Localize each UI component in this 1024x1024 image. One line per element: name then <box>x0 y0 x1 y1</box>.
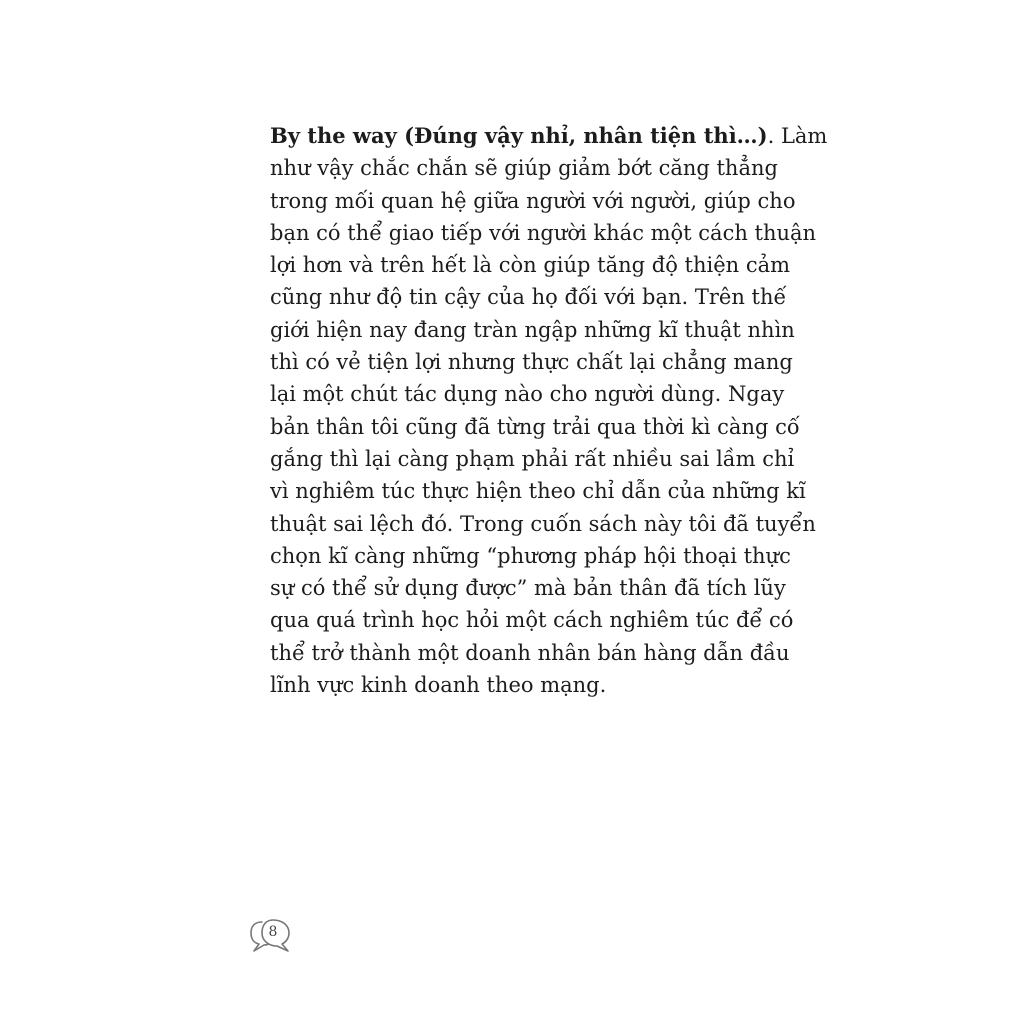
paragraph-line: như vậy chắc chắn sẽ giúp giảm bớt căng thẳng <box>270 156 778 181</box>
body-paragraph <box>270 120 828 701</box>
paragraph-line: cũng như độ tin cậy của họ đối với bạn. Trên thế <box>270 285 787 310</box>
paragraph-line: thể trở thành một doanh nhân bán hàng dẫn đầu <box>270 640 790 665</box>
line-text: . Làm <box>767 124 828 148</box>
paragraph-line: bạn có thể giao tiếp với người khác một cách thuận <box>270 220 817 245</box>
paragraph-line: trong mối quan hệ giữa người với người, giúp cho <box>270 188 796 213</box>
paragraph-line: thuật sai lệch đó. Trong cuốn sách này tôi đã tuyển <box>270 511 816 536</box>
page-number-badge <box>248 916 296 956</box>
paragraph-line: sự có thể sử dụng được” mà bản thân đã tích lũy <box>270 576 786 601</box>
paragraph-line: giới hiện nay đang tràn ngập những kĩ thuật nhìn <box>270 317 795 342</box>
page-number: 8 <box>268 924 278 940</box>
paragraph-line: bản thân tôi cũng đã từng trải qua thời kì càng cố <box>270 414 800 439</box>
paragraph-line-1 <box>270 120 828 152</box>
paragraph-line: qua quá trình học hỏi một cách nghiêm túc để có <box>270 608 794 633</box>
paragraph-line: lĩnh vực kinh doanh theo mạng. <box>270 673 607 698</box>
paragraph-line: lợi hơn và trên hết là còn giúp tăng độ thiện cảm <box>270 253 791 278</box>
paragraph-line: vì nghiêm túc thực hiện theo chỉ dẫn của những kĩ <box>270 479 806 504</box>
paragraph-line: chọn kĩ càng những “phương pháp hội thoại thực <box>270 543 791 568</box>
lead-phrase: By the way (Đúng vậy nhỉ, nhân tiện thì…) <box>270 123 768 148</box>
paragraph-line: gắng thì lại càng phạm phải rất nhiều sai lầm chỉ <box>270 446 795 471</box>
paragraph-line: lại một chút tác dụng nào cho người dùng. Ngay <box>270 382 785 407</box>
paragraph-line: thì có vẻ tiện lợi nhưng thực chất lại chẳng mang <box>270 350 793 375</box>
